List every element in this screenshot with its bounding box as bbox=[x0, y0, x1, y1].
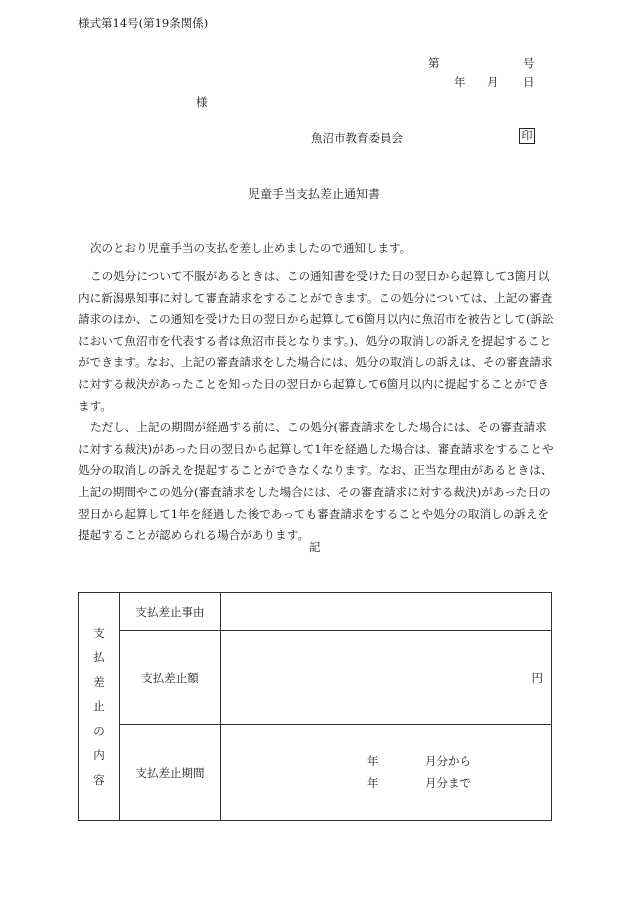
date-year: 年 bbox=[454, 75, 466, 89]
notice-text bbox=[78, 266, 556, 547]
amount-value: 円 bbox=[221, 631, 552, 725]
seal-mark: 印 bbox=[519, 128, 535, 144]
intro-text: 次のとおり児童手当の支払を差し止めましたので通知します。 bbox=[90, 241, 412, 255]
details-group-label bbox=[79, 593, 120, 821]
period-to: 月分まで bbox=[425, 776, 471, 790]
group-char: 内 bbox=[93, 748, 105, 763]
date-month: 月 bbox=[487, 75, 499, 89]
addressee-suffix: 様 bbox=[196, 95, 208, 109]
group-char: 支 bbox=[93, 625, 105, 640]
group-char: 差 bbox=[93, 674, 105, 689]
issuer-name: 魚沼市教育委員会 bbox=[311, 131, 403, 145]
period-from: 月分から bbox=[425, 754, 471, 768]
group-char: 払 bbox=[93, 650, 105, 665]
notice-paragraph-2: ただし、上記の期間が経過する前に、この処分(審査請求をした場合には、その審査請求に対する裁決)があった日の翌日から起算して1年を経過した場合は、審査請求をすることや処分の取消しの訴えを提起することができなくなります。なお、正当な理由があるときは、上記の期間やこの処分(審査請求をした場合には、その審査請求に対する裁決)があった日の翌日から起算して1年を経過した後であっても審査請求をすることや処分の取消しの訴えを提起することが認められる場合があります。 bbox=[78, 420, 554, 543]
details-table bbox=[78, 592, 552, 821]
group-char: 容 bbox=[93, 772, 105, 787]
notice-paragraph-1: この処分について不服があるときは、この通知書を受けた日の翌日から起算して3箇月以内に新潟県知事に対して審査請求をすることができます。この処分については、上記の審査請求のほか、この通知を受けた日の翌日から起算して6箇月以内に魚沼市を被告として(訴訟において魚沼市を代表する者は魚沼市長となります。)、処分の取消しの訴えを提起することができます。なお、上記の審査請求をした場合には、処分の取消しの訴えは、その審査請求に対する裁決があったことを知った日の翌日から起算して6箇月以内に提起することができます。 bbox=[78, 269, 554, 413]
form-number: 様式第14号(第19条関係) bbox=[78, 16, 209, 30]
document-number-suffix: 号 bbox=[523, 56, 535, 70]
ki-heading: 記 bbox=[309, 540, 321, 554]
date-day: 日 bbox=[523, 75, 535, 89]
reason-label: 支払差止事由 bbox=[120, 593, 221, 631]
period-from-year: 年 bbox=[367, 754, 379, 768]
document-number-prefix: 第 bbox=[428, 56, 440, 70]
document-title: 児童手当支払差止通知書 bbox=[248, 187, 381, 201]
period-value bbox=[221, 725, 552, 821]
period-to-year: 年 bbox=[367, 776, 379, 790]
group-char: の bbox=[93, 723, 105, 738]
period-label: 支払差止期間 bbox=[120, 725, 221, 821]
amount-label: 支払差止額 bbox=[120, 631, 221, 725]
group-char: 止 bbox=[93, 699, 105, 714]
reason-value bbox=[221, 593, 552, 631]
